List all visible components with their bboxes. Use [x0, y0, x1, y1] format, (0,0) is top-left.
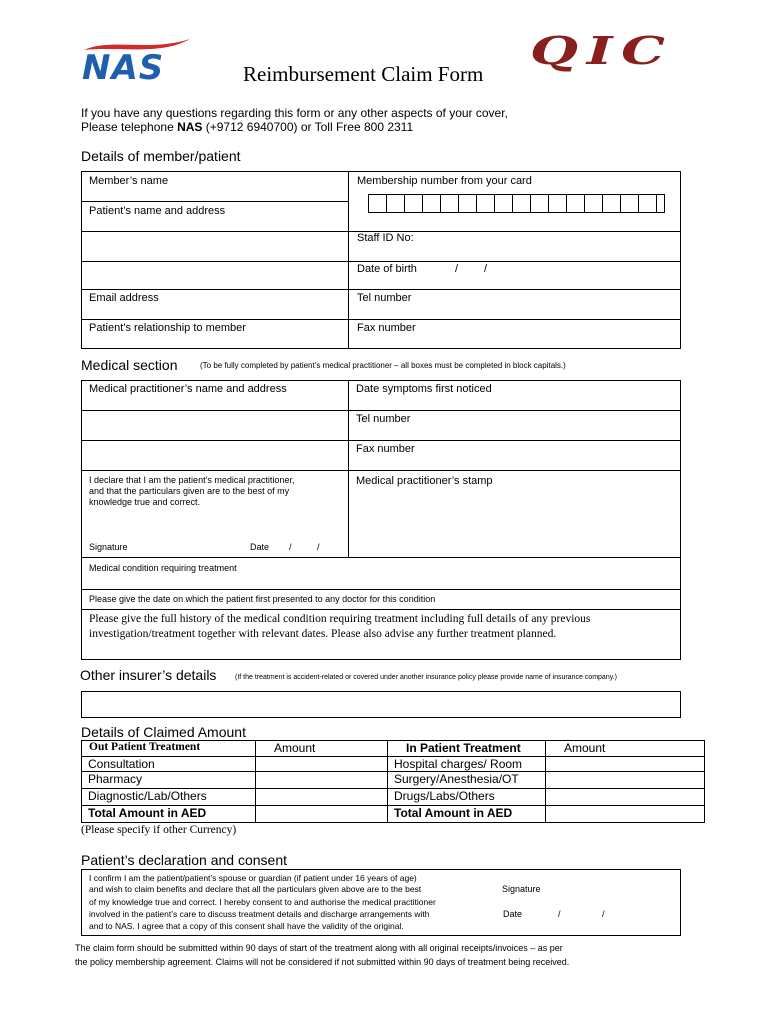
email-address-label: Email address	[89, 292, 159, 304]
nas-phone-label: NAS	[177, 120, 203, 134]
other-insurer-heading: Other insurer’s details	[80, 667, 217, 683]
practitioner-signature-label: Signature	[89, 542, 128, 552]
medical-section-heading: Medical section	[81, 357, 178, 373]
out-patient-header: Out Patient Treatment	[89, 741, 201, 753]
practitioner-date-label: Date	[250, 542, 270, 552]
practitioner-stamp-label: Medical practitioner’s stamp	[356, 475, 493, 487]
qic-logo	[526, 28, 676, 73]
consent-heading: Patient’s declaration and consent	[81, 852, 287, 868]
footer-line-1: The claim form should be submitted within 90 days of start of the treatment along with all original receipts/invoices – as per	[75, 943, 563, 953]
first-presented-label: Please give the date on which the patient first presented to any doctor for this condition	[89, 594, 436, 604]
membership-number-label: Membership number from your card	[357, 175, 532, 187]
in-row-hospital: Hospital charges/ Room	[394, 757, 523, 771]
intro-line-1: If you have any questions regarding this form or any other aspects of your cover,	[81, 106, 508, 120]
out-total-label: Total Amount in AED	[88, 806, 207, 820]
consent-line-4: involved in the patient’s care to discuss treatment details and discharge arrangements with	[89, 909, 430, 919]
footer-line-2: the policy membership agreement. Claims will not be considered if not submitted within 90 days of treatment being received.	[75, 957, 570, 967]
practitioner-date-sep-1: /	[289, 542, 292, 552]
claimed-amount-heading: Details of Claimed Amount	[81, 724, 246, 740]
declare-line-2: and that the particulars given are to the best of my	[89, 486, 290, 496]
currency-note: (Please specify if other Currency)	[81, 824, 237, 836]
in-row-drugs: Drugs/Labs/Others	[394, 789, 495, 803]
consent-line-5: and to NAS. I agree that a copy of this consent shall have the validity of the original.	[89, 921, 404, 931]
consent-line-2: and wish to claim benefits and declare that all the particulars given above are to the best	[89, 884, 422, 894]
out-row-pharmacy: Pharmacy	[88, 772, 143, 786]
other-insurer-field[interactable]	[81, 691, 681, 718]
in-total-label: Total Amount in AED	[394, 806, 513, 820]
in-row-surgery: Surgery/Anesthesia/OT	[394, 772, 519, 786]
dob-sep-1: /	[455, 263, 459, 275]
members-name-label: Member’s name	[89, 175, 169, 187]
membership-number-boxes[interactable]	[368, 194, 665, 213]
member-fax-label: Fax number	[357, 322, 416, 334]
history-line-1: Please give the full history of the medical condition requiring treatment including full details of any previous	[89, 613, 591, 625]
qic-logo-text: QIC	[530, 28, 674, 73]
consent-line-1: I confirm I am the patient/patient’s spouse or guardian (if patient under 16 years of age)	[89, 873, 417, 883]
in-amount-header: Amount	[564, 741, 606, 755]
dob-sep-2: /	[484, 263, 488, 275]
history-line-2: investigation/treatment together with relevant dates. Please also advise any further treatment planned.	[89, 628, 557, 640]
medical-fax-label: Fax number	[356, 443, 415, 455]
member-tel-label: Tel number	[357, 292, 412, 304]
in-patient-header: In Patient Treatment	[406, 741, 521, 755]
out-amount-header: Amount	[274, 741, 316, 755]
other-insurer-note: (If the treatment is accident-related or covered under another insurance policy please provide name of insurance company.)	[235, 674, 617, 681]
medical-condition-label: Medical condition requiring treatment	[89, 563, 237, 573]
out-row-consultation: Consultation	[88, 757, 155, 771]
staff-id-label: Staff ID No:	[357, 232, 414, 244]
consent-line-3: of my knowledge true and correct. I hereby consent to and authorise the medical practitioner	[89, 897, 436, 907]
nas-logo-text: NAS	[82, 48, 165, 88]
member-section-heading: Details of member/patient	[81, 148, 241, 164]
practitioner-date-sep-2: /	[317, 542, 320, 552]
out-row-diagnostic: Diagnostic/Lab/Others	[88, 789, 207, 803]
declare-line-1: I declare that I am the patient’s medical practitioner,	[89, 475, 295, 485]
consent-signature-label: Signature	[502, 884, 541, 894]
nas-logo	[80, 36, 192, 88]
date-symptoms-label: Date symptoms first noticed	[356, 383, 492, 395]
consent-date-label: Date	[503, 909, 523, 919]
practitioner-name-label: Medical practitioner’s name and address	[89, 383, 287, 395]
consent-date-sep-2: /	[602, 909, 605, 919]
declare-line-3: knowledge true and correct.	[89, 497, 201, 507]
page-title: Reimbursement Claim Form	[243, 62, 484, 86]
consent-date-sep-1: /	[558, 909, 561, 919]
medical-section-note: (To be fully completed by patient’s medical practitioner – all boxes must be completed in block capitals.)	[200, 361, 566, 370]
date-of-birth-label: Date of birth	[357, 263, 417, 275]
relationship-label: Patient’s relationship to member	[89, 322, 246, 334]
patients-name-address-label: Patient’s name and address	[89, 205, 226, 217]
intro-line-2: Please telephone NAS (+9712 6940700) or Toll Free 800 2311	[81, 120, 414, 134]
medical-tel-label: Tel number	[356, 413, 411, 425]
